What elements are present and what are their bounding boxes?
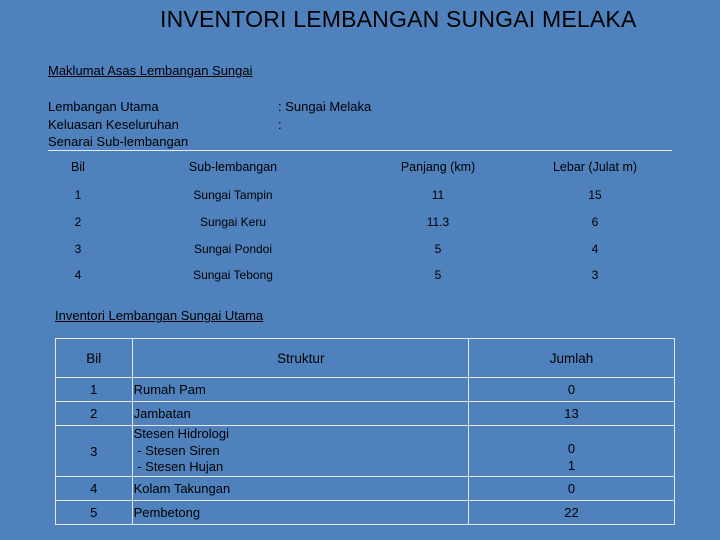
table-row	[48, 182, 672, 209]
cell-lebar: 6	[591, 215, 599, 230]
info-label: Keluasan Keseluruhan	[48, 116, 179, 132]
cell-lebar: 15	[588, 188, 602, 203]
table-row	[56, 402, 675, 426]
info-value: :	[278, 116, 282, 132]
cell-jumlah: 13	[469, 402, 675, 426]
table-row	[56, 477, 675, 501]
cell-bil: 2	[74, 215, 82, 230]
struktur-line: - Stesen Siren	[133, 442, 220, 458]
info-label: Senarai Sub-lembangan	[48, 134, 189, 149]
table-header-row	[48, 151, 672, 183]
jumlah-line: 0	[567, 441, 576, 456]
struktur-line: - Stesen Hujan	[133, 459, 224, 475]
table-row	[56, 378, 675, 402]
basic-info-list	[48, 98, 371, 151]
column-header-bil: Bil	[48, 151, 108, 183]
jumlah-line: 1	[567, 457, 576, 473]
struktur-line: Stesen Hidrologi	[133, 426, 229, 442]
cell-struktur: Kolam Takungan	[132, 477, 468, 501]
table-row	[56, 426, 675, 477]
column-header-sub-lembangan: Sub-lembangan	[108, 151, 358, 183]
cell-bil: 1	[56, 378, 133, 402]
column-header-panjang: Panjang (km)	[358, 151, 518, 183]
page-title: INVENTORI LEMBANGAN SUNGAI MELAKA	[160, 6, 637, 32]
table-header-row	[56, 339, 675, 378]
cell-jumlah	[469, 426, 675, 477]
table-row	[48, 262, 672, 289]
column-header-struktur: Struktur	[132, 339, 468, 378]
cell-bil: 3	[74, 241, 82, 256]
cell-panjang: 5	[434, 268, 442, 283]
cell-sub-lembangan: Sungai Tampin	[193, 188, 273, 203]
table-row	[48, 235, 672, 262]
cell-struktur	[132, 426, 468, 477]
column-header-bil: Bil	[56, 339, 133, 378]
inventory-table	[55, 338, 675, 525]
cell-sub-lembangan: Sungai Keru	[199, 215, 267, 230]
cell-bil: 3	[56, 426, 133, 477]
cell-jumlah: 0	[469, 378, 675, 402]
column-header-lebar: Lebar (Julat m)	[518, 151, 672, 183]
info-row	[48, 133, 371, 151]
cell-jumlah: 0	[469, 477, 675, 501]
cell-sub-lembangan: Sungai Pondoi	[193, 241, 273, 256]
cell-bil: 4	[74, 268, 82, 283]
cell-panjang: 5	[434, 241, 442, 256]
column-header-jumlah: Jumlah	[469, 339, 675, 378]
table-row	[48, 209, 672, 236]
cell-struktur: Jambatan	[132, 402, 468, 426]
cell-lebar: 3	[591, 268, 599, 283]
info-row	[48, 116, 371, 134]
info-value: : Sungai Melaka	[278, 99, 372, 114]
cell-jumlah: 22	[469, 501, 675, 525]
section-heading-basic-info: Maklumat Asas Lembangan Sungai	[48, 63, 253, 78]
cell-struktur: Rumah Pam	[132, 378, 468, 402]
info-label: Lembangan Utama	[48, 99, 159, 114]
cell-sub-lembangan: Sungai Tebong	[193, 268, 273, 283]
cell-struktur: Pembetong	[132, 501, 468, 525]
cell-lebar: 4	[591, 241, 599, 256]
cell-panjang: 11	[431, 188, 445, 203]
cell-panjang: 11.3	[426, 215, 450, 230]
section-heading-inventory: Inventori Lembangan Sungai Utama	[55, 308, 264, 323]
info-row	[48, 98, 371, 116]
cell-bil: 4	[56, 477, 133, 501]
cell-bil: 5	[56, 501, 133, 525]
cell-bil: 1	[74, 188, 82, 203]
cell-bil: 2	[56, 402, 133, 426]
table-row	[56, 501, 675, 525]
sub-basin-table	[48, 150, 672, 289]
